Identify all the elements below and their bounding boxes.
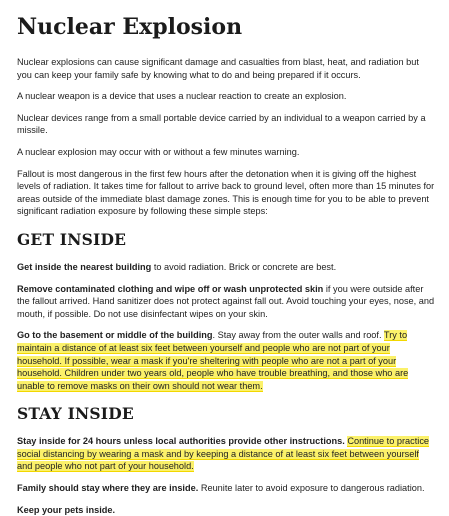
instruction-bold: Stay inside for 24 hours unless local authorities provide other instructions. [17, 436, 345, 447]
instruction-text: . Stay away from the outer walls and roof. [212, 330, 384, 341]
instruction-paragraph [17, 283, 435, 321]
intro-paragraph: Nuclear devices range from a small portable device carried by an individual to a weapon carried by a missile. [17, 112, 426, 136]
instruction-bold: Family should stay where they are inside. [17, 483, 199, 494]
instruction-text: Reunite later to avoid exposure to dangerous radiation. [198, 483, 425, 494]
section-heading-get-inside: GET INSIDE [17, 229, 127, 249]
intro-paragraph: A nuclear weapon is a device that uses a nuclear reaction to create an explosion. [17, 91, 347, 102]
instruction-bold: Get inside the nearest building [17, 261, 152, 272]
instruction-bold: Remove contaminated clothing and wipe off or wash unprotected skin [17, 283, 324, 294]
intro-paragraph: Nuclear explosions can cause significant damage and casualties from blast, heat, and radiation but you can keep your family safe by knowing what to do and being prepared if it occurs. [17, 57, 419, 80]
instruction-bold: Go to the basement or middle of the building [17, 330, 213, 341]
instruction-paragraph [17, 435, 435, 473]
highlighted-text: Continue to practice social distancing by wearing a mask and by keeping a distance of at least six feet between yourself and people who not part of your household. [17, 436, 430, 472]
instruction-paragraph [17, 261, 435, 274]
section-heading-stay-inside: STAY INSIDE [17, 404, 134, 424]
instruction-bold: Keep your pets inside. [17, 504, 116, 515]
intro-paragraph: Fallout is most dangerous in the first few hours after the detonation when it is giving off the highest levels of radiation. It takes time for fallout to arrive back to ground level, often more than 15 minutes for areas outside of the immediate blast damage zones. This is enough time for you to be able to prevent significant radiation exposure by following these simple steps: [17, 168, 435, 217]
instruction-paragraph [17, 504, 435, 516]
highlighted-text: Try to maintain a distance of at least six feet between yourself and people who are not part of your household. If possible, wear a mask if you're sheltering with people who are not a part of your household. Children under two years old, people who have trouble breathing, and those who are unable to remove masks on their own should not wear them. [17, 330, 409, 391]
instruction-text: if you were outside after the fallout arrived. Hand sanitizer does not protect against fall out. Avoid touching your eyes, nose, and mouth, if possible. Do not use disinfectant wipes on your skin. [17, 283, 435, 319]
instruction-paragraph [17, 329, 435, 392]
instruction-text: to avoid radiation. Brick or concrete are best. [151, 261, 337, 272]
page-title: Nuclear Explosion [17, 14, 243, 40]
instruction-paragraph [17, 482, 435, 495]
intro-paragraph: A nuclear explosion may occur with or without a few minutes warning. [17, 146, 300, 157]
